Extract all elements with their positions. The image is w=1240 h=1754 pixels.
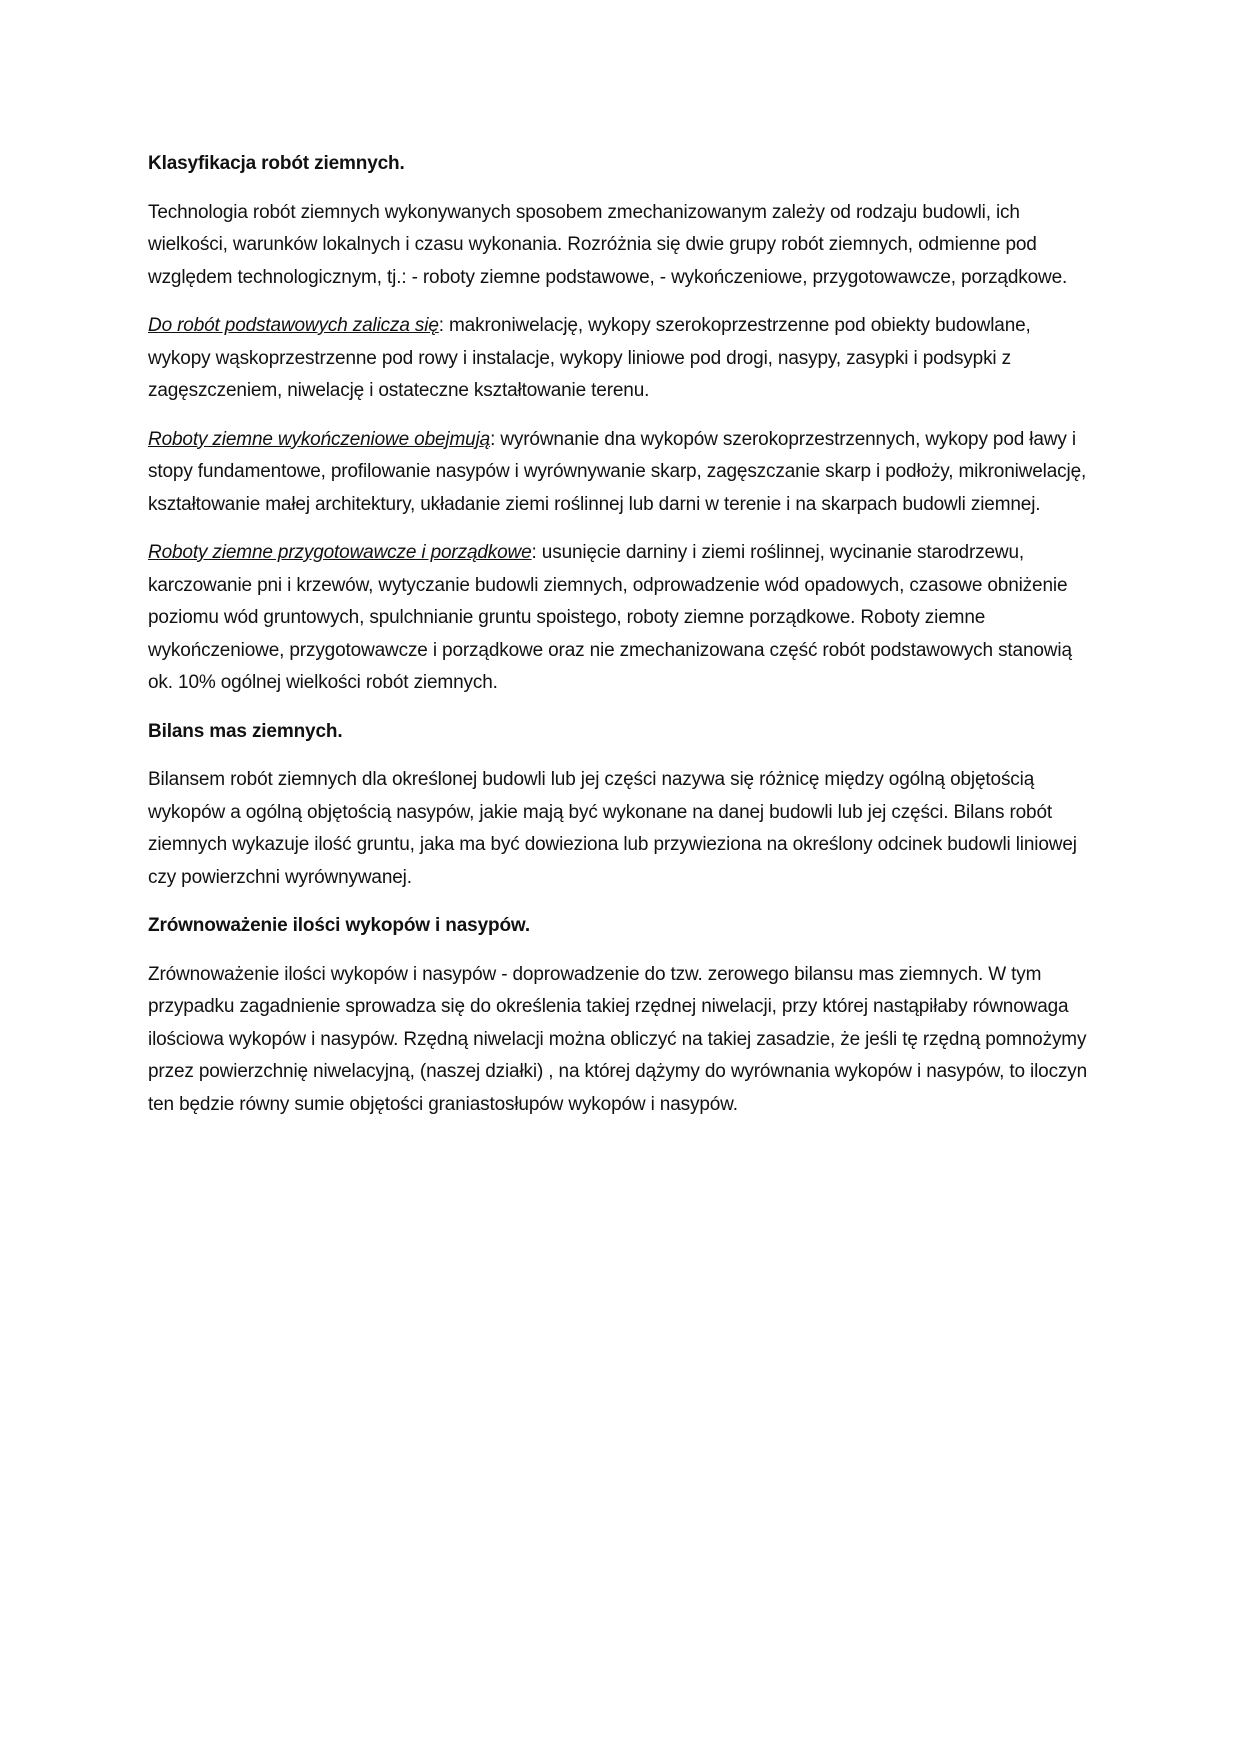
paragraph-text: : makroniwelację, wykopy szerokoprzestrzenne pod obiekty budowlane, wykopy wąskoprzestrzenne pod rowy i instalacje, wykopy liniowe pod drogi, nasypy, zasypki i podsypki z zagęszczeniem, niwelację i ostateczne kształtowanie terenu. [148,315,1031,401]
paragraph-roboty-wykonczeniowe [148,424,1098,522]
paragraph-text: : wyrównanie dna wykopów szerokoprzestrzennych, wykopy pod ławy i stopy fundamentowe, profilowanie nasypów i wyrównywanie skarp, zagęszczanie skarp i podłoży, mikroniwelację, kształtowanie małej architektury, układanie ziemi roślinnej lub darni w terenie i na skarpach budowli ziemnej. [148,428,1087,515]
section-heading-zrownowazenie: Zrównoważenie ilości wykopów i nasypów. [148,915,530,936]
paragraph-lead: Roboty ziemne przygotowawcze i porządkowe [148,542,532,563]
paragraph-text: Bilansem robót ziemnych dla określonej budowli lub jej części nazywa się różnicę między ogólną objętością wykopów a ogólną objętością nasypów, jakie mają być wykonane na danej budowli lub jej części. Bilans robót ziemnych wykazuje ilość gruntu, jaka ma być dowieziona lub przywieziona na określony odcinek budowli liniowej czy powierzchni wyrównywanej. [148,769,1077,888]
section-heading-klasyfikacja: Klasyfikacja robót ziemnych. [148,153,405,174]
paragraph-text: Zrównoważenie ilości wykopów i nasypów - doprowadzenie do tzw. zerowego bilansu mas ziemnych. W tym przypadku zagadnienie sprowadza się do określenia takiej rzędnej niwelacji, przy której nastąpiłaby równowaga ilościowa wykopów i nasypów. Rzędną niwelacji można obliczyć na takiej zasadzie, że jeśli tę rzędną pomnożymy przez powierzchnię niwelacyjną, (naszej działki) , na której dążymy do wyrównania wykopów i nasypów, to iloczyn ten będzie równy sumie objętości graniastosłupów wykopów i nasypów. [148,963,1088,1115]
paragraph-text: Technologia robót ziemnych wykonywanych sposobem zmechanizowanym zależy od rodzaju budowli, ich wielkości, warunków lokalnych i czasu wykonania. Rozróżnia się dwie grupy robót ziemnych, odmienne pod względem technologicznym, tj.: - roboty ziemne podstawowe, - wykończeniowe, przygotowawcze, porządkowe. [148,201,1068,288]
paragraph-zrownowazenie [148,959,1098,1122]
paragraph-text: : usunięcie darniny i ziemi roślinnej, wycinanie starodrzewu, karczowanie pni i krzewów, wytyczanie budowli ziemnych, odprowadzenie wód opadowych, czasowe obniżenie poziomu wód gruntowych, spulchnianie gruntu spoistego, roboty ziemne porządkowe. Roboty ziemne wykończeniowe, przygotowawcze i porządkowe oraz nie zmechanizowana część robót podstawowych stanowią ok. 10% ogólnej wielkości robót ziemnych. [148,542,1072,693]
paragraph-bilansem [148,764,1098,894]
paragraph-lead: Roboty ziemne wykończeniowe obejmują [148,428,491,450]
paragraph-lead: Do robót podstawowych zalicza się [148,315,439,336]
document-content [148,148,1098,1137]
paragraph-technologia [148,197,1098,295]
paragraph-roboty-podstawowe [148,310,1098,408]
section-heading-bilans: Bilans mas ziemnych. [148,720,343,742]
paragraph-roboty-przygotowawcze [148,537,1098,700]
